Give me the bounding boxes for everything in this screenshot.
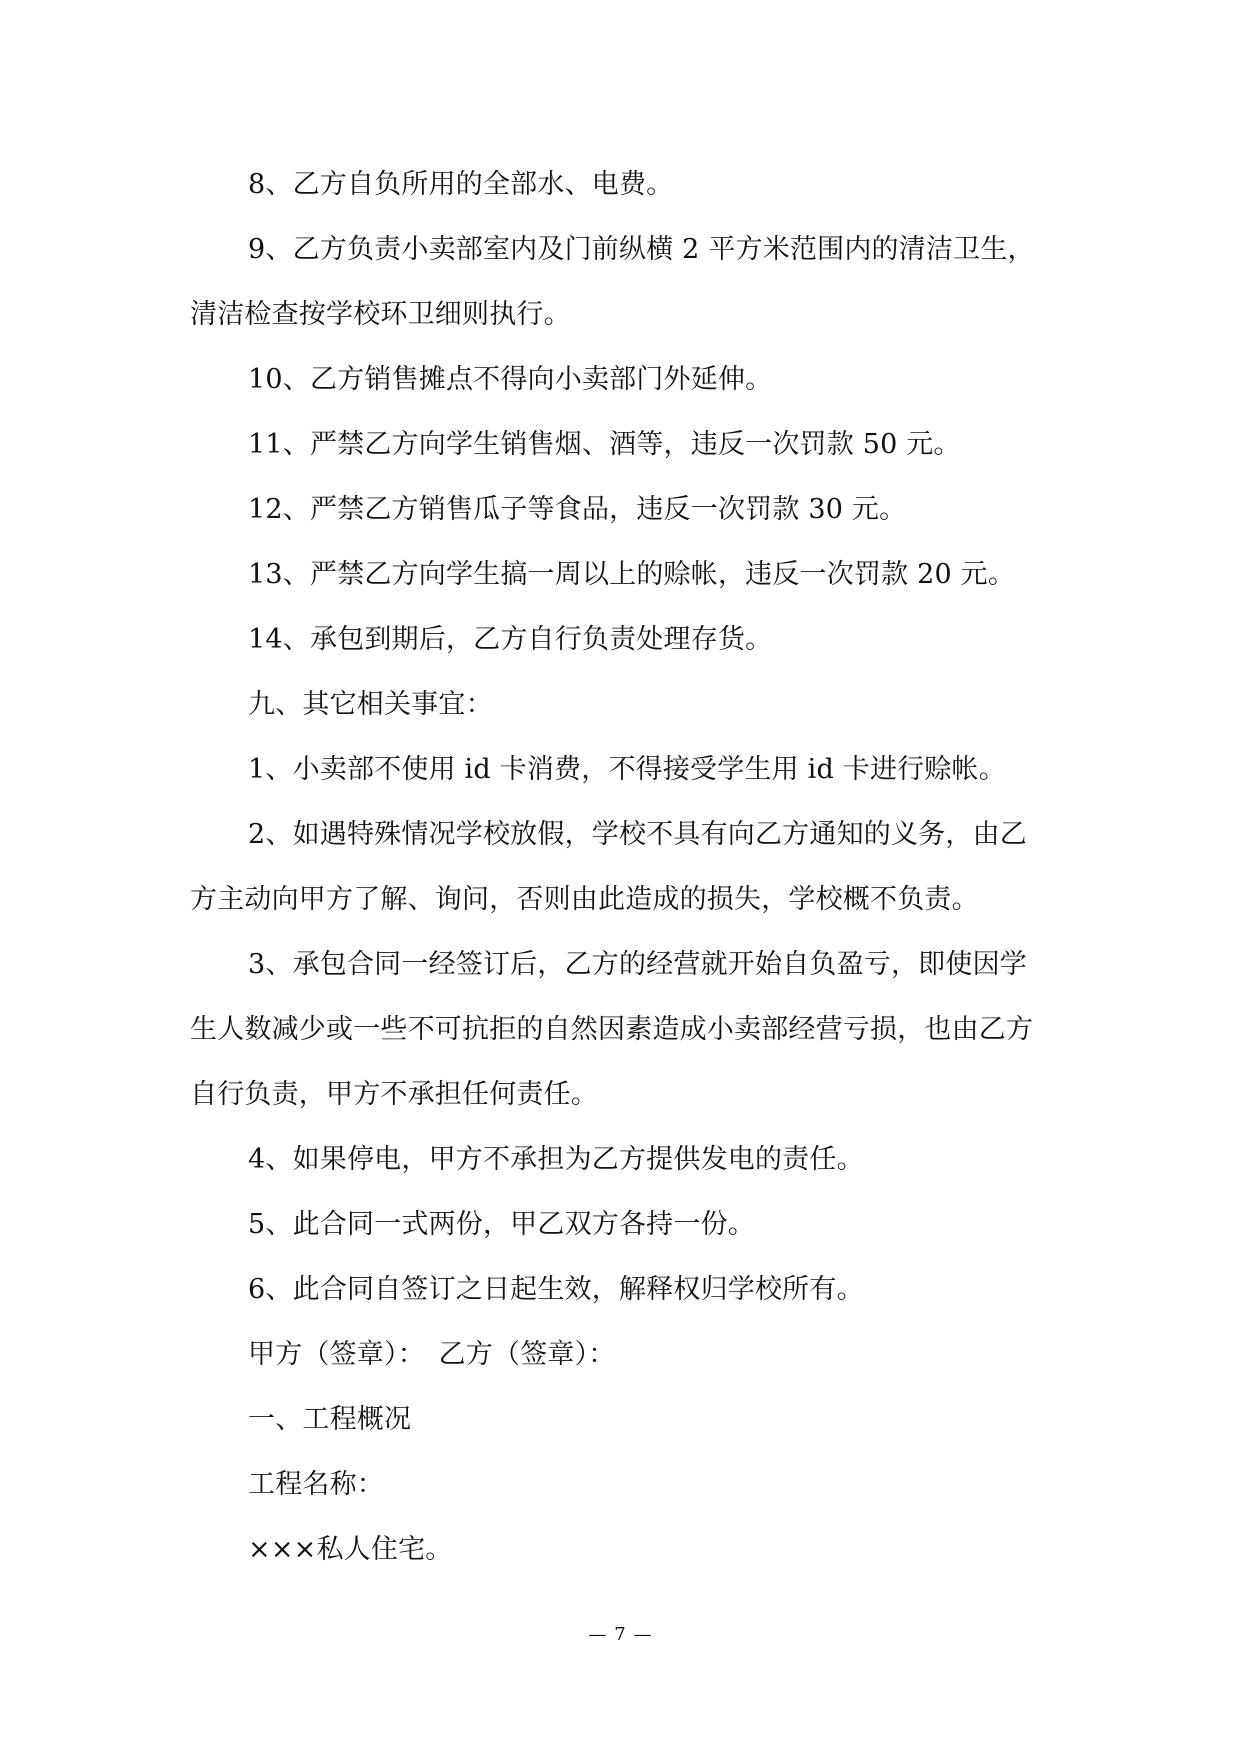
paragraph-matter-5: 5、此合同一式两份，甲乙双方各持一份。 [248,1209,755,1240]
page-number: — 7 — [588,1624,653,1645]
paragraph-item-9: 9、乙方负责小卖部室内及门前纵横 2 平方米范围内的清洁卫生，清洁检查按学校环卫细则执行。 [190,234,1035,330]
section-heading-project-overview: 一、工程概况 [248,1404,412,1435]
project-name-value: ×××私人住宅。 [248,1534,453,1565]
paragraph-matter-2: 2、如遇特殊情况学校放假，学校不具有向乙方通知的义务，由乙方主动向甲方了解、询问，否则由此造成的损失，学校概不负责。 [190,819,1027,915]
document-body [190,152,1052,1582]
paragraph-matter-4: 4、如果停电，甲方不承担为乙方提供发电的责任。 [248,1144,864,1175]
paragraph-item-8: 8、乙方自负所用的全部水、电费。 [248,169,674,200]
section-heading-other-matters: 九、其它相关事宜： [248,689,493,720]
paragraph-item-10: 10、乙方销售摊点不得向小卖部门外延伸。 [248,364,773,395]
paragraph-matter-3: 3、承包合同一经签订后，乙方的经营就开始自负盈亏，即使因学生人数减少或一些不可抗拒的自然因素造成小卖部经营亏损，也由乙方自行负责，甲方不承担任何责任。 [190,949,1034,1110]
paragraph-matter-6: 6、此合同自签订之日起生效，解释权归学校所有。 [248,1274,864,1305]
paragraph-matter-1: 1、小卖部不使用 id 卡消费，不得接受学生用 id 卡进行赊帐。 [248,754,1006,785]
paragraph-item-12: 12、严禁乙方销售瓜子等食品，违反一次罚款 30 元。 [248,494,907,525]
paragraph-item-14: 14、承包到期后，乙方自行负责处理存货。 [248,624,773,655]
paragraph-item-11: 11、严禁乙方向学生销售烟、酒等，违反一次罚款 50 元。 [248,429,961,460]
paragraph-item-13: 13、严禁乙方向学生搞一周以上的赊帐，违反一次罚款 20 元。 [248,559,1016,590]
signature-line: 甲方（签章）： 乙方（签章）： [248,1339,616,1370]
project-name-label: 工程名称： [248,1469,384,1500]
